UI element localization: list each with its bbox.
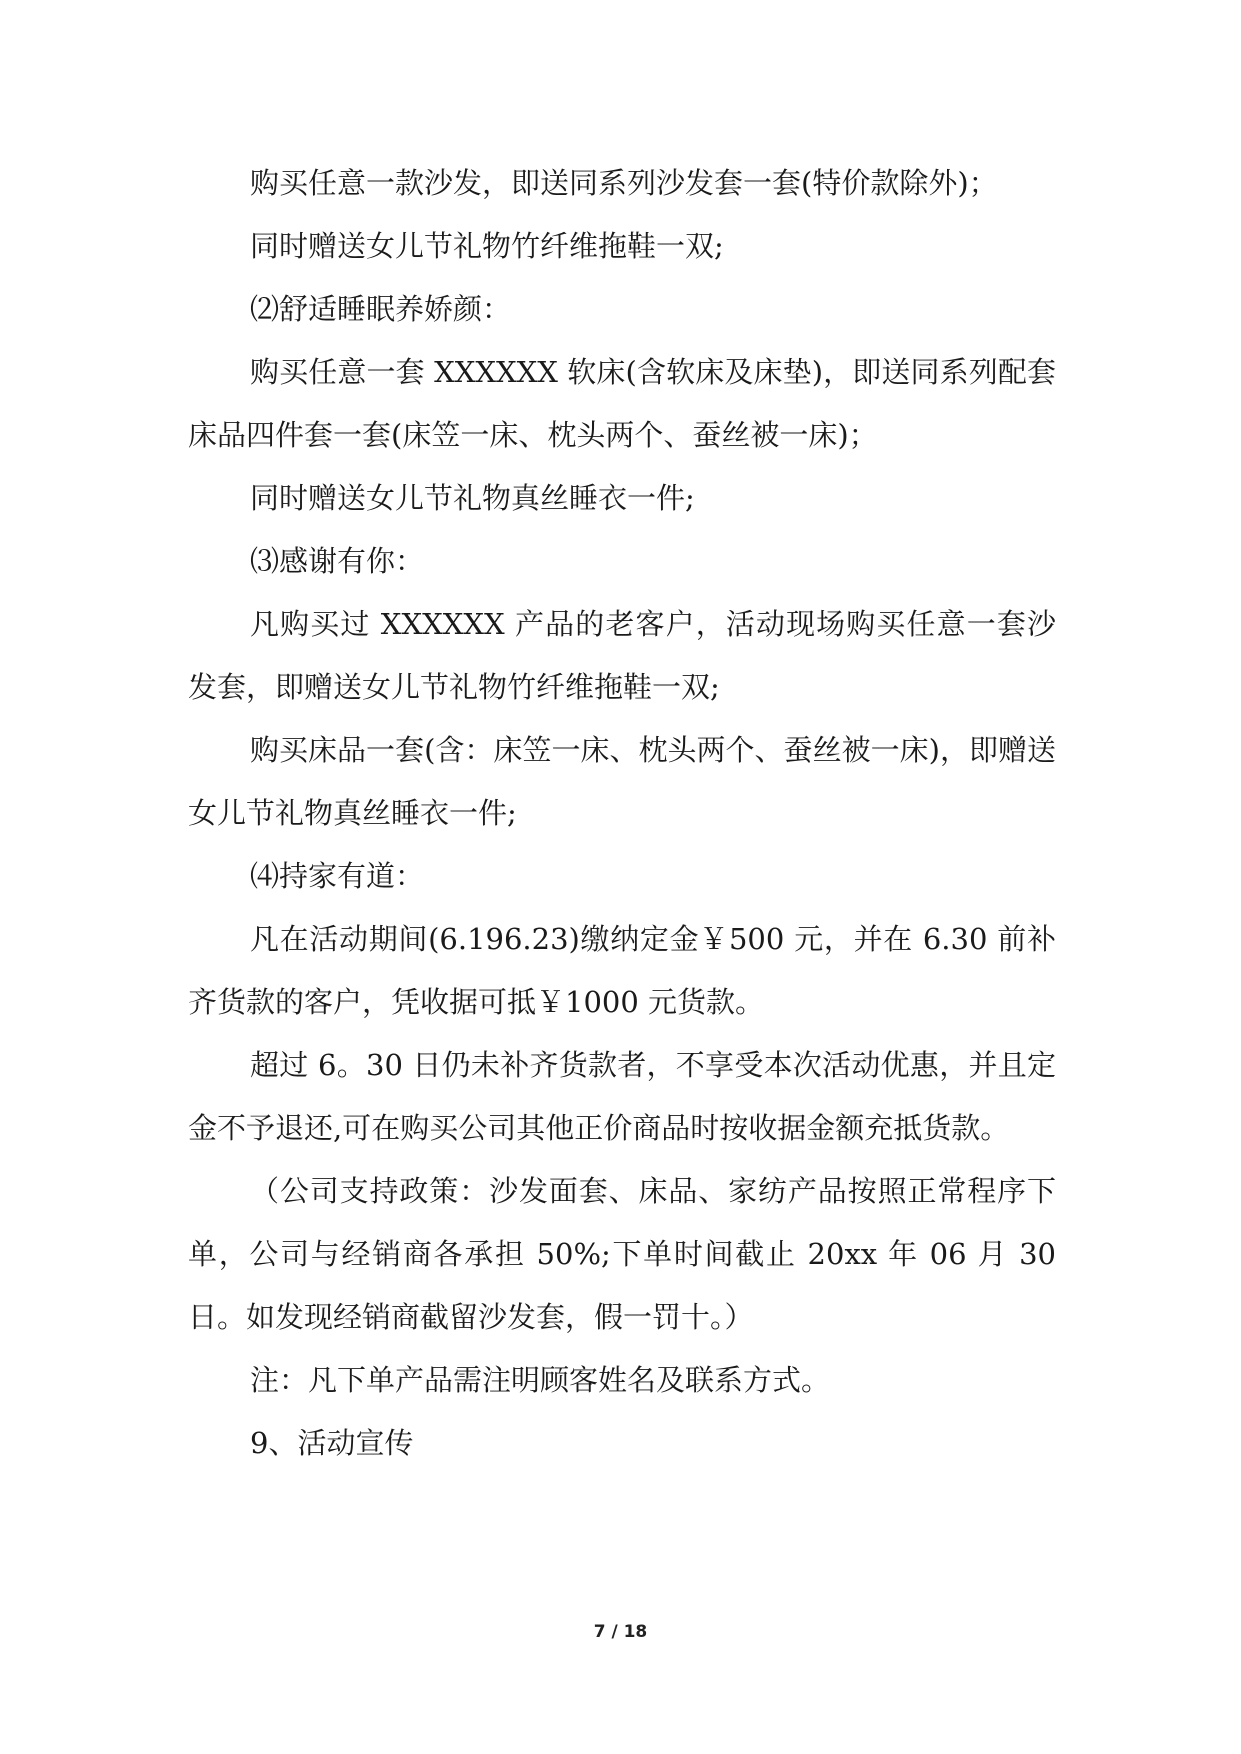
heading-comfort-sleep: ⑵舒适睡眠养娇颜： bbox=[250, 292, 512, 326]
paragraph-slippers-gift: 同时赠送女儿节礼物竹纤维拖鞋一双; bbox=[250, 229, 724, 263]
paragraph-deposit-terms: 超过 6。30 日仍未补齐货款者，不享受本次活动优惠，并且定金不予退还,可在购买公司其他正价商品时按收据金额充抵货款。 bbox=[188, 1048, 1056, 1145]
paragraph-pajamas-gift: 同时赠送女儿节礼物真丝睡衣一件; bbox=[250, 481, 695, 515]
page-number: 7 / 18 bbox=[593, 1622, 648, 1642]
paragraph-deposit-offer: 凡在活动期间(6.196.23)缴纳定金￥500 元，并在 6.30 前补齐货款的客户，凭收据可抵￥1000 元货款。 bbox=[188, 922, 1056, 1019]
paragraph-bedding-offer: 购买床品一套(含：床笠一床、枕头两个、蚕丝被一床)，即赠送女儿节礼物真丝睡衣一件; bbox=[188, 733, 1056, 830]
paragraph-company-policy: （公司支持政策：沙发面套、床品、家纺产品按照正常程序下单，公司与经销商各承担 50%;下单时间截止 20xx 年 06 月 30日。如发现经销商截留沙发套，假一罚十。） bbox=[188, 1174, 1056, 1334]
heading-thank-you: ⑶感谢有你： bbox=[250, 544, 425, 578]
paragraph-bed-offer: 购买任意一套 XXXXXX 软床(含软床及床垫)，即送同系列配套床品四件套一套(床笠一床、枕头两个、蚕丝被一床)； bbox=[188, 355, 1056, 452]
heading-housekeeping: ⑷持家有道： bbox=[250, 859, 425, 893]
paragraph-old-customer-offer: 凡购买过 XXXXXX 产品的老客户，活动现场购买任意一套沙发套，即赠送女儿节礼物竹纤维拖鞋一双; bbox=[188, 607, 1056, 704]
paragraph-sofa-offer: 购买任意一款沙发，即送同系列沙发套一套(特价款除外)； bbox=[250, 166, 998, 200]
heading-promotion: 9、活动宣传 bbox=[250, 1426, 414, 1460]
paragraph-note: 注：凡下单产品需注明顾客姓名及联系方式。 bbox=[250, 1363, 831, 1397]
document-body bbox=[188, 152, 1056, 1475]
